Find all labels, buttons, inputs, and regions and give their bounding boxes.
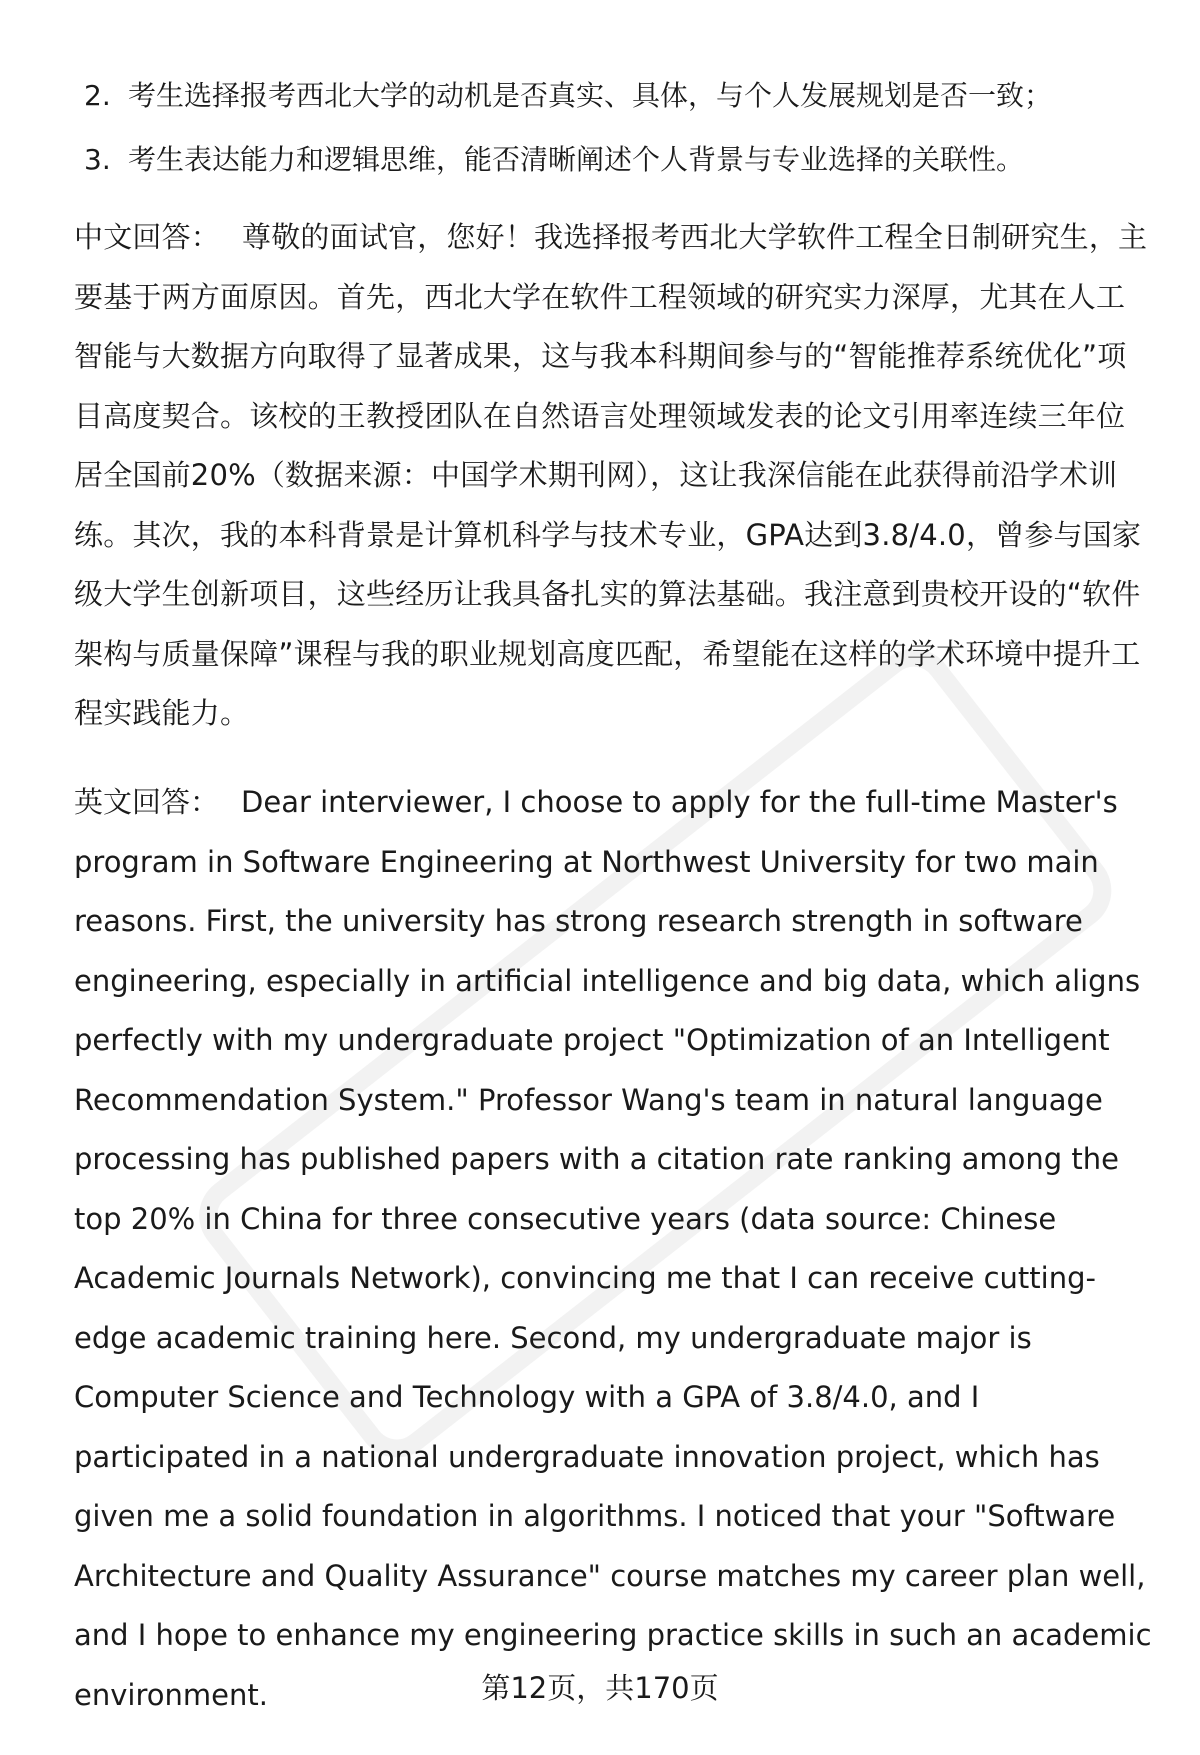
english-answer-section [74, 773, 1154, 1725]
chinese-answer-text: 尊敬的面试官，您好！我选择报考西北大学软件工程全日制研究生，主要基于两方面原因。首先，西北大学在软件工程领域的研究实力深厚，尤其在人工智能与大数据方向取得了显著成果，这与我本科期间参与的“智能推荐系统优化”项目高度契合。该校的王教授团队在自然语言处理领域发表的论文引用率连续三年位居全国前20%（数据来源：中国学术期刊网），这让我深信能在此获得前沿学术训练。其次，我的本科背景是计算机科学与技术专业，GPA达到3.8/4.0，曾参与国家级大学生创新项目，这些经历让我具备扎实的算法基础。我注意到贵校开设的“软件架构与质量保障”课程与我的职业规划高度匹配，希望能在这样的学术环境中提升工程实践能力。 [74, 220, 1148, 730]
list-item-number: 3. [84, 143, 111, 176]
chinese-answer-section [74, 208, 1154, 744]
list-item [84, 128, 1144, 192]
list-item-text: 考生表达能力和逻辑思维，能否清晰阐述个人背景与专业选择的关联性。 [128, 143, 1025, 176]
chinese-answer-label: 中文回答： [74, 220, 221, 254]
list-item-text: 考生选择报考西北大学的动机是否真实、具体，与个人发展规划是否一致； [128, 79, 1053, 112]
english-answer-label: 英文回答： [74, 785, 220, 819]
page-number-footer: 第12页，共170页 [481, 1671, 719, 1705]
list-item [84, 64, 1144, 128]
english-answer-text: Dear interviewer, I choose to apply for the full-time Master's program in Software Engineering at Northwest University for two main reasons. First, the university has strong research strength in software engineering, especially in artificial intelligence and big data, which aligns perfectly with my undergraduate project "Optimization of an Intelligent Recommendation System." Professor Wang's team in natural language processing has published papers with a citation rate ranking among the top 20% in China for three consecutive years (data source: Chinese Academic Journals Network), convincing me that I can receive cutting-edge academic training here. Second, my undergraduate major is Computer Science and Technology with a GPA of 3.8/4.0, and I participated in a national undergraduate innovation project, which has given me a solid foundation in algorithms. I noticed that your "Software Architecture and Quality Assurance" course matches my career plan well, and I hope to enhance my engineering practice skills in such an academic environment. [74, 785, 1152, 1712]
evaluation-criteria-list [84, 64, 1144, 192]
list-item-number: 2. [84, 79, 111, 112]
